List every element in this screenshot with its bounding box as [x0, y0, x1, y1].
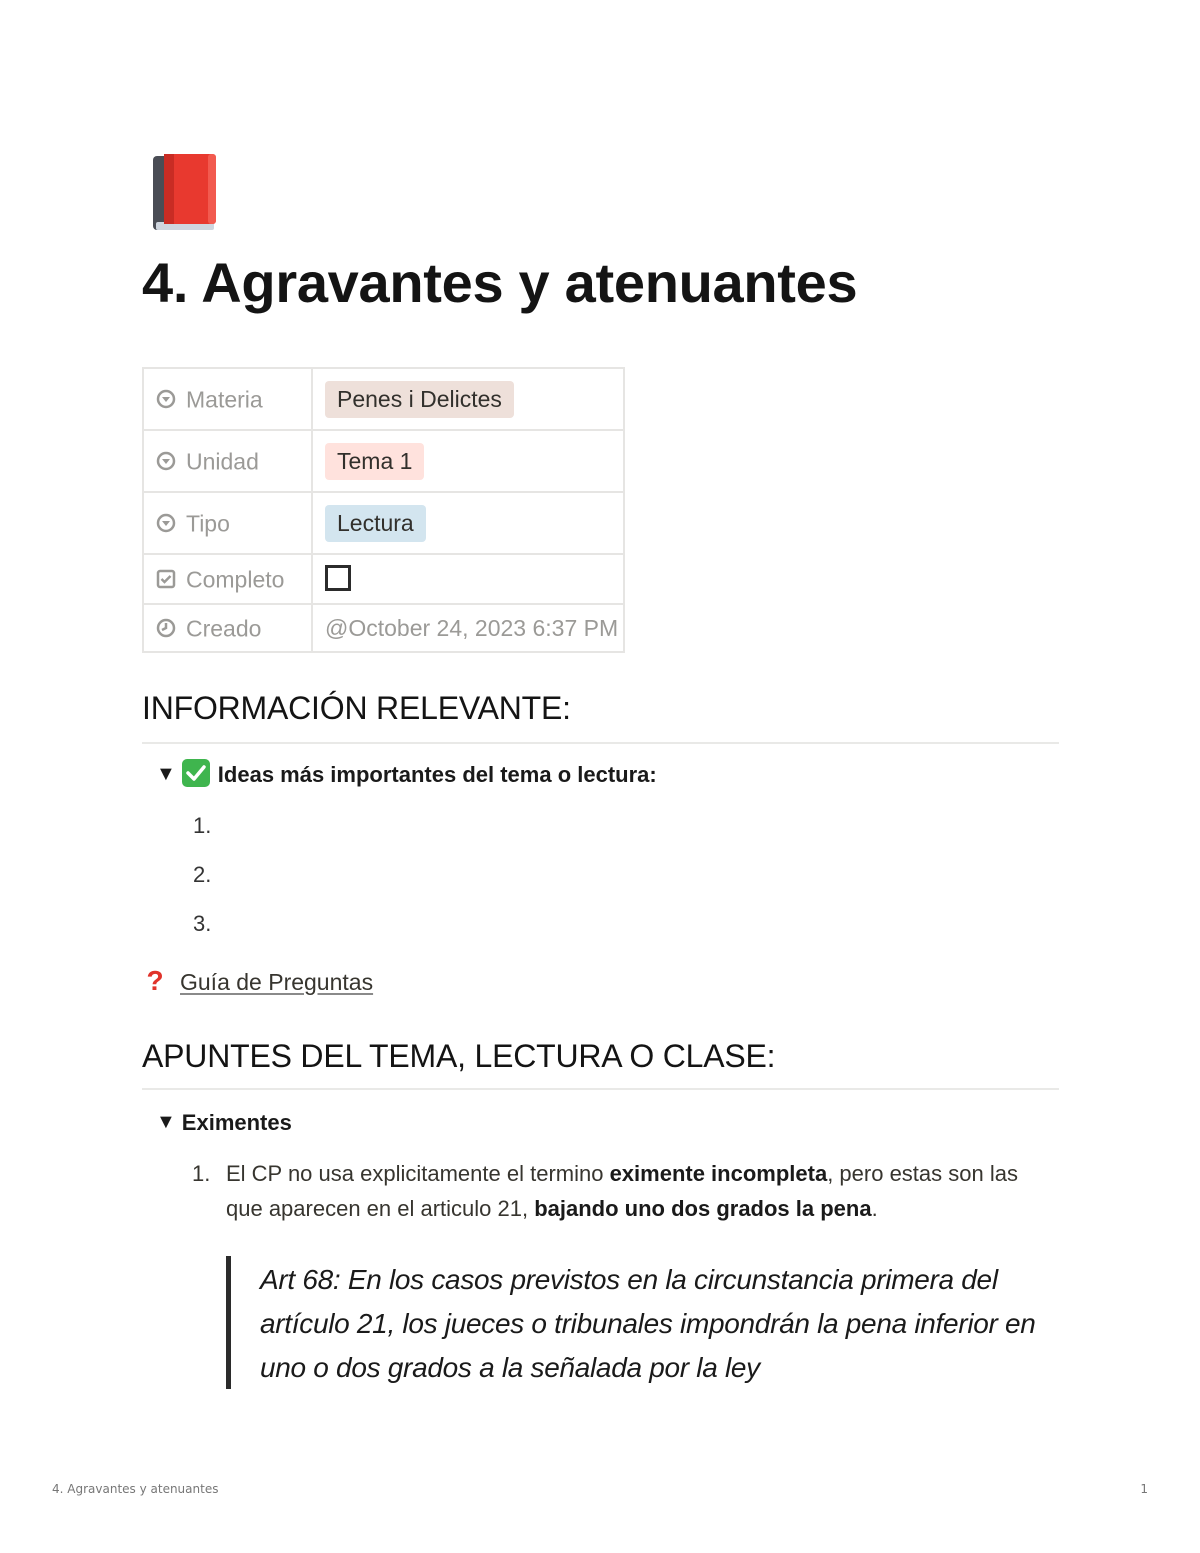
page-title: 4. Agravantes y atenuantes	[142, 251, 858, 314]
divider	[142, 1088, 1059, 1090]
property-value	[312, 604, 624, 652]
list-item-paragraph: El CP no usa explicitamente el termino eximente incompleta, pero estas son las que aparecen en el articulo 21, bajando uno dos grados la pena.	[226, 1161, 1018, 1221]
list-item: 1.	[193, 813, 212, 838]
property-row-creado	[143, 604, 624, 652]
property-value[interactable]	[312, 430, 624, 492]
property-value[interactable]	[312, 492, 624, 554]
toggle-eximentes[interactable]	[156, 1110, 292, 1136]
property-row-materia	[143, 368, 624, 430]
toggle-label: Ideas más importantes del tema o lectura:	[217, 762, 657, 787]
guide-link[interactable]: Guía de Preguntas	[180, 969, 374, 996]
property-key: Completo	[143, 554, 312, 604]
select-icon	[156, 512, 176, 532]
toggle-triangle-icon[interactable]: ▼	[156, 1110, 176, 1133]
tipo-tag[interactable]: Lectura	[325, 505, 426, 542]
toggle-triangle-icon[interactable]: ▼	[156, 762, 176, 785]
property-value[interactable]	[312, 554, 624, 604]
list-item: 2.	[193, 862, 212, 887]
red-book-icon	[150, 152, 220, 232]
quote-block: Art 68: En los casos previstos en la circunstancia primera del artículo 21, los jueces o tribunales impondrán la pena inferior en uno o dos grados a la señalada por la ley	[260, 1264, 1036, 1383]
properties-table	[142, 367, 625, 653]
property-value[interactable]	[312, 368, 624, 430]
section-heading-apuntes: APUNTES DEL TEMA, LECTURA O CLASE:	[142, 1038, 776, 1074]
toggle-ideas[interactable]	[156, 762, 657, 790]
materia-tag[interactable]: Penes i Delictes	[325, 381, 514, 418]
list-item: 3.	[193, 911, 212, 936]
quote-bar	[226, 1256, 231, 1389]
select-icon	[156, 450, 176, 470]
property-row-tipo	[143, 492, 624, 554]
toggle-label: Eximentes	[181, 1110, 292, 1135]
completo-checkbox[interactable]	[325, 565, 351, 591]
unidad-tag[interactable]: Tema 1	[325, 443, 424, 480]
footer-title: 4. Agravantes y atenuantes	[52, 1482, 219, 1496]
select-icon	[156, 388, 176, 408]
property-row-completo	[143, 554, 624, 604]
property-key: Materia	[143, 368, 312, 430]
page-number: 1	[1140, 1482, 1148, 1496]
check-mark-icon	[182, 759, 210, 787]
guide-link-row[interactable]	[142, 965, 374, 1000]
list-item-number: 1.	[192, 1161, 211, 1186]
property-key: Creado	[143, 604, 312, 652]
clock-icon	[156, 617, 176, 637]
property-key: Unidad	[143, 430, 312, 492]
property-row-unidad	[143, 430, 624, 492]
question-mark-icon: ?	[146, 965, 164, 996]
checkbox-icon	[156, 568, 176, 588]
divider	[142, 742, 1059, 744]
property-key: Tipo	[143, 492, 312, 554]
section-heading-informacion: INFORMACIÓN RELEVANTE:	[142, 690, 571, 726]
created-date: @October 24, 2023 6:37 PM	[325, 614, 619, 641]
